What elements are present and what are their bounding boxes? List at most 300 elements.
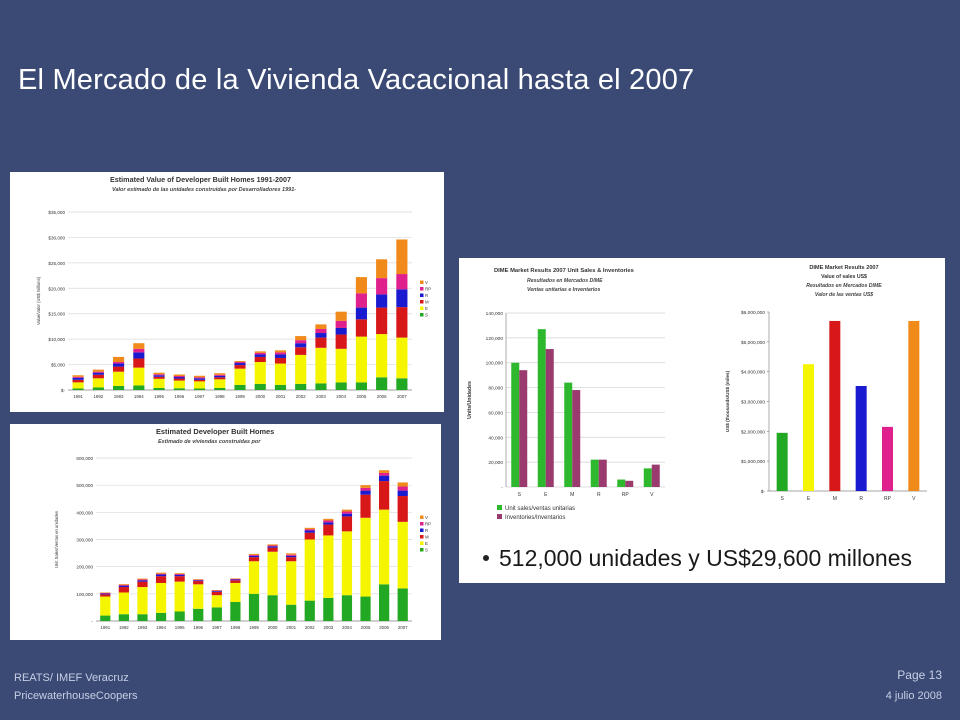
bar-segment-m xyxy=(93,375,104,379)
bar-segment-s xyxy=(376,377,387,390)
bar-unit-sales xyxy=(564,383,572,487)
legend-swatch-s xyxy=(420,313,424,317)
bar-segment-e xyxy=(93,378,104,387)
legend-label: E xyxy=(425,541,428,546)
bar-segment-m xyxy=(396,307,407,338)
bar-unit-sales xyxy=(617,480,625,487)
bar-segment-e xyxy=(194,381,205,388)
bar-segment-r xyxy=(174,377,185,379)
bar-segment-m xyxy=(133,358,144,367)
x-tick-label: 1992 xyxy=(118,625,129,630)
bar-segment-s xyxy=(295,384,306,390)
bar-segment-m xyxy=(323,525,333,536)
bar-segment-r xyxy=(356,308,367,320)
x-tick-label: 1991 xyxy=(73,394,84,399)
bar-segment-rp xyxy=(295,340,306,343)
y-tick-label: 600,000 xyxy=(76,456,93,461)
bar-segment-rp xyxy=(379,473,389,476)
legend-label: RP xyxy=(425,286,432,292)
y-tick-label: 200,000 xyxy=(76,564,93,570)
bar-segment-e xyxy=(267,552,277,595)
bar-segment-s xyxy=(249,594,259,621)
bar-value-e xyxy=(803,364,814,491)
bar-segment-e xyxy=(255,362,266,384)
y-tick-label: 300,000 xyxy=(76,537,93,543)
bar-segment-m xyxy=(342,516,352,531)
bar-segment-m xyxy=(379,481,389,510)
bar-segment-s xyxy=(212,607,222,621)
x-tick-label: 1996 xyxy=(193,625,204,630)
bar-segment-v xyxy=(336,312,347,321)
x-tick-label: 2007 xyxy=(397,625,408,630)
bar-segment-s xyxy=(193,609,203,621)
bar-segment-v xyxy=(137,579,147,580)
legend-label: R xyxy=(425,528,429,533)
bar-segment-v xyxy=(133,343,144,349)
legend-swatch-e xyxy=(420,307,424,311)
chart-title: Estimated Developer Built Homes xyxy=(156,427,275,436)
x-tick-label: 2006 xyxy=(376,394,387,399)
bar-segment-s xyxy=(133,385,144,390)
y-tick-label: $15,000 xyxy=(48,311,65,317)
bar-segment-v xyxy=(398,482,408,486)
bar-segment-s xyxy=(174,388,185,390)
legend-swatch-r xyxy=(420,294,424,298)
bar-segment-r xyxy=(396,289,407,307)
x-tick-label: 2003 xyxy=(316,394,326,399)
legend-label: Unit sales/ventas unitarias xyxy=(505,506,576,512)
bar-segment-r xyxy=(376,294,387,307)
bar-segment-rp xyxy=(255,353,266,355)
bar-segment-s xyxy=(323,598,333,621)
bar-segment-m xyxy=(100,594,110,596)
legend-swatch-v xyxy=(420,516,424,520)
bar-segment-r xyxy=(249,556,259,557)
bar-segment-v xyxy=(100,592,110,593)
bar-segment-m xyxy=(360,495,370,518)
bar-inventories xyxy=(572,390,580,487)
bar-segment-v xyxy=(113,357,124,362)
bar-segment-v xyxy=(193,579,203,580)
x-tick-label: S xyxy=(517,492,521,498)
bar-segment-e xyxy=(398,522,408,589)
chart-title: DIME Market Results 2007 xyxy=(809,265,879,271)
bar-segment-m xyxy=(336,335,347,349)
y-tick-label: 140,000 xyxy=(485,312,503,317)
bar-inventories xyxy=(599,460,607,487)
bar-segment-v xyxy=(295,336,306,340)
bar-segment-r xyxy=(315,333,326,338)
y-tick-label: 500,000 xyxy=(76,483,93,489)
bar-segment-s xyxy=(360,597,370,621)
y-tick-label: $25,000 xyxy=(48,260,65,266)
bar-segment-rp xyxy=(174,376,185,377)
bar-segment-v xyxy=(315,324,326,329)
bar-segment-v xyxy=(249,554,259,555)
x-tick-label: 1993 xyxy=(113,394,124,399)
footer-date: 4 julio 2008 xyxy=(885,690,942,702)
legend-label: V xyxy=(425,280,428,285)
bar-unit-sales xyxy=(591,460,599,487)
bar-segment-v xyxy=(396,239,407,274)
x-tick-label: 1994 xyxy=(133,394,144,399)
bar-segment-e xyxy=(73,382,84,388)
bar-segment-e xyxy=(133,368,144,386)
x-tick-label: 1992 xyxy=(93,394,104,399)
bar-segment-e xyxy=(137,587,147,614)
bar-segment-rp xyxy=(376,278,387,294)
bar-unit-sales xyxy=(644,468,652,487)
bar-segment-rp xyxy=(212,591,222,592)
y-tick-label: $2,000,000 xyxy=(740,430,765,436)
bar-segment-rp xyxy=(73,377,84,378)
bar-segment-s xyxy=(286,605,296,621)
bar-unit-sales xyxy=(538,329,546,487)
legend-swatch-v xyxy=(420,281,424,285)
bar-segment-r xyxy=(156,575,166,577)
legend-label: Inventories/Inventarios xyxy=(505,515,566,521)
bar-segment-m xyxy=(249,557,259,561)
bar-segment-rp xyxy=(100,593,110,594)
y-tick-label: $35,000 xyxy=(48,210,65,215)
y-tick-label: $5,000 xyxy=(50,362,65,368)
bar-segment-m xyxy=(137,582,147,587)
bar-segment-rp xyxy=(342,512,352,514)
bar-segment-s xyxy=(255,384,266,390)
y-tick-label: - xyxy=(501,486,503,491)
bar-segment-r xyxy=(119,586,129,587)
bar-segment-rp xyxy=(214,375,225,376)
bar-segment-v xyxy=(230,578,240,579)
chart-subtitle: Resultados en Mercados DIME xyxy=(806,283,882,289)
bar-segment-e xyxy=(113,372,124,386)
bar-segment-r xyxy=(137,580,147,581)
bar-segment-r xyxy=(295,343,306,347)
bar-segment-v xyxy=(286,553,296,554)
legend-label: S xyxy=(425,312,428,318)
bar-segment-v xyxy=(360,485,370,488)
bar-segment-s xyxy=(234,385,245,390)
bar-segment-rp xyxy=(360,488,370,491)
x-tick-label: 1999 xyxy=(249,625,259,630)
bar-segment-r xyxy=(214,376,225,378)
y-tick-label: 400,000 xyxy=(76,510,93,516)
bar-segment-m xyxy=(286,557,296,561)
bar-segment-m xyxy=(156,576,166,583)
y-tick-label: $30,000 xyxy=(48,235,65,241)
x-tick-label: S xyxy=(780,496,784,502)
bar-segment-r xyxy=(93,373,104,375)
x-tick-label: R xyxy=(596,492,601,498)
legend-swatch-inventories xyxy=(497,514,502,519)
bar-segment-rp xyxy=(113,362,124,364)
chart-subtitle: Estimado de viviendas construidas por xyxy=(158,439,261,445)
bar-segment-v xyxy=(255,351,266,353)
legend-label: M xyxy=(425,299,429,305)
bar-segment-rp xyxy=(119,585,129,586)
bar-segment-rp xyxy=(305,529,315,530)
bar-segment-r xyxy=(267,546,277,547)
x-tick-label: 2002 xyxy=(295,394,306,399)
highlight-text: 512,000 unidades y US$29,600 millones xyxy=(499,545,913,571)
bar-segment-e xyxy=(153,379,164,388)
bar-segment-v xyxy=(305,528,315,529)
bar-value-s xyxy=(777,433,788,491)
bar-segment-v xyxy=(267,544,277,545)
x-tick-label: 1998 xyxy=(214,394,225,399)
bar-segment-rp xyxy=(336,321,347,328)
bar-segment-v xyxy=(212,590,222,591)
chart-subtitle: Valor estimado de las unidades construidas por Desarrolladores 1991- xyxy=(112,187,297,193)
bar-segment-r xyxy=(255,354,266,357)
bar-segment-v xyxy=(174,374,185,376)
footer-organization: REATS/ IMEF Veracruz xyxy=(14,672,129,684)
bar-segment-r xyxy=(133,352,144,358)
bar-segment-r xyxy=(212,591,222,592)
y-tick-label: $10,000 xyxy=(48,337,65,343)
legend-label: M xyxy=(425,534,429,540)
x-tick-label: 2004 xyxy=(342,625,352,630)
x-tick-label: 2005 xyxy=(360,625,371,630)
x-tick-label: 2001 xyxy=(286,625,297,630)
x-tick-label: 2000 xyxy=(255,394,266,399)
bar-segment-s xyxy=(275,385,286,390)
bar-inventories xyxy=(625,481,633,487)
y-axis-label: Units/Unidades xyxy=(467,381,473,419)
bar-segment-v xyxy=(153,373,164,375)
y-tick-label: $- xyxy=(60,388,65,393)
x-tick-label: M xyxy=(832,496,837,502)
bar-segment-m xyxy=(193,581,203,584)
y-tick-label: $1,000,000 xyxy=(740,460,765,466)
x-tick-label: 2006 xyxy=(379,625,390,630)
bar-segment-m xyxy=(230,580,240,583)
bar-segment-s xyxy=(93,387,104,390)
x-tick-label: 1995 xyxy=(174,625,185,630)
bar-inventories xyxy=(546,349,554,487)
bar-segment-s xyxy=(137,614,147,621)
bar-segment-s xyxy=(214,388,225,390)
bar-segment-m xyxy=(255,357,266,362)
y-axis-label: Value/Valor (US$ millions) xyxy=(36,276,41,326)
bar-segment-s xyxy=(342,595,352,621)
x-tick-label: V xyxy=(650,492,654,498)
page-number: Page 13 xyxy=(897,668,942,682)
bar-segment-m xyxy=(305,533,315,540)
bar-segment-e xyxy=(156,583,166,613)
bar-segment-s xyxy=(156,613,166,621)
bar-segment-rp xyxy=(323,520,333,522)
bar-segment-s xyxy=(175,611,185,621)
bar-segment-r xyxy=(113,364,124,367)
bar-segment-s xyxy=(73,388,84,390)
bar-segment-s xyxy=(379,584,389,621)
x-tick-label: 1997 xyxy=(211,625,222,630)
bar-segment-m xyxy=(212,592,222,595)
legend-label: S xyxy=(425,547,428,553)
x-tick-label: 2003 xyxy=(323,625,334,630)
bar-segment-r xyxy=(193,580,203,581)
bar-segment-e xyxy=(360,518,370,597)
bar-inventories xyxy=(652,465,660,487)
bar-segment-s xyxy=(396,378,407,390)
y-tick-label: $6,000,000 xyxy=(740,311,765,316)
bar-segment-rp xyxy=(398,487,408,491)
bar-segment-v xyxy=(234,361,245,362)
bar-segment-s xyxy=(398,588,408,621)
bar-segment-r xyxy=(342,514,352,517)
bar-segment-e xyxy=(286,561,296,604)
bar-segment-rp xyxy=(230,579,240,580)
y-tick-label: 60,000 xyxy=(488,411,503,417)
bar-segment-m xyxy=(356,319,367,336)
y-axis-label: Unit Sales/Ventas en unidades xyxy=(54,510,59,569)
bar-segment-e xyxy=(234,369,245,385)
bar-segment-r xyxy=(379,476,389,481)
bar-segment-m xyxy=(398,496,408,522)
legend-swatch-m xyxy=(420,300,424,304)
bar-segment-r xyxy=(305,531,315,533)
x-tick-label: 2002 xyxy=(304,625,315,630)
footer-company: PricewaterhouseCoopers xyxy=(14,690,138,702)
bar-value-v xyxy=(908,321,919,491)
bar-segment-r xyxy=(100,594,110,595)
bar-segment-rp xyxy=(396,274,407,289)
bar-segment-v xyxy=(376,259,387,278)
bar-segment-rp xyxy=(315,329,326,333)
bar-segment-rp xyxy=(153,374,164,375)
y-tick-label: $20,000 xyxy=(48,286,65,292)
bar-segment-e xyxy=(230,583,240,602)
x-tick-label: E xyxy=(806,496,811,502)
units-chart-panel xyxy=(10,424,441,640)
x-tick-label: RP xyxy=(884,496,891,502)
bar-value-rp xyxy=(882,427,893,491)
bar-segment-v xyxy=(356,277,367,293)
bar-segment-e xyxy=(174,381,185,389)
y-tick-label: 120,000 xyxy=(485,336,503,342)
bar-segment-e xyxy=(336,349,347,383)
bar-unit-sales xyxy=(511,363,519,487)
value-chart-panel xyxy=(10,172,444,412)
bar-segment-s xyxy=(194,388,205,390)
bar-segment-e xyxy=(396,338,407,379)
bar-segment-v xyxy=(275,350,286,352)
bar-segment-s xyxy=(113,386,124,390)
legend-swatch-s xyxy=(420,548,424,552)
y-tick-label: 40,000 xyxy=(488,436,503,442)
y-tick-label: - xyxy=(91,619,93,624)
bar-segment-s xyxy=(315,383,326,390)
bar-segment-e xyxy=(100,597,110,616)
legend-swatch-e xyxy=(420,542,424,546)
bar-segment-rp xyxy=(137,579,147,580)
bar-segment-rp xyxy=(356,293,367,307)
x-tick-label: 1991 xyxy=(100,625,111,630)
x-tick-label: R xyxy=(859,496,863,502)
legend-swatch-rp xyxy=(420,287,424,291)
bar-segment-e xyxy=(214,379,225,388)
bar-segment-s xyxy=(305,601,315,621)
bar-segment-e xyxy=(342,531,352,595)
dime-results-charts xyxy=(459,258,945,583)
legend-label: R xyxy=(425,293,429,298)
legend-label: RP xyxy=(425,521,432,527)
x-tick-label: M xyxy=(570,492,575,498)
bar-segment-v xyxy=(342,510,352,512)
units-chart xyxy=(10,424,441,640)
bar-segment-e xyxy=(323,535,333,597)
bar-segment-r xyxy=(360,491,370,495)
legend-label: E xyxy=(425,306,428,311)
bar-segment-rp xyxy=(234,362,245,363)
x-tick-label: 2005 xyxy=(356,394,367,399)
bar-segment-e xyxy=(356,337,367,383)
bar-segment-r xyxy=(275,354,286,358)
x-tick-label: 1997 xyxy=(194,394,205,399)
bar-segment-r xyxy=(398,491,408,496)
bar-segment-m xyxy=(267,548,277,552)
bar-segment-m xyxy=(315,338,326,348)
bar-segment-r xyxy=(234,363,245,365)
bar-segment-rp xyxy=(275,352,286,354)
bar-segment-r xyxy=(175,575,185,576)
bar-segment-r xyxy=(194,378,205,380)
bar-segment-rp xyxy=(267,545,277,546)
x-tick-label: 1999 xyxy=(235,394,245,399)
bar-segment-e xyxy=(295,355,306,384)
bar-segment-r xyxy=(336,328,347,335)
bar-segment-rp xyxy=(194,377,205,378)
legend-swatch-rp xyxy=(420,522,424,526)
x-tick-label: E xyxy=(544,492,548,498)
y-tick-label: $5,000,000 xyxy=(740,340,765,346)
y-tick-label: 80,000 xyxy=(488,386,503,392)
bar-segment-r xyxy=(73,378,84,380)
bar-segment-e xyxy=(193,584,203,608)
bar-segment-s xyxy=(356,382,367,390)
bar-segment-rp xyxy=(286,555,296,556)
bar-segment-m xyxy=(234,365,245,369)
bar-segment-m xyxy=(194,380,205,382)
bar-segment-v xyxy=(323,519,333,521)
bar-segment-m xyxy=(175,576,185,581)
y-axis-label: US$ (thousands/US$ (miles) xyxy=(725,370,730,433)
bar-segment-m xyxy=(153,377,164,379)
bar-segment-s xyxy=(153,388,164,390)
bar-segment-rp xyxy=(93,372,104,373)
chart-title: Estimated Value of Developer Built Homes 1991-2007 xyxy=(110,175,291,184)
y-tick-label: 100,000 xyxy=(76,591,93,597)
x-tick-label: 2007 xyxy=(396,394,407,399)
bar-segment-r xyxy=(153,375,164,377)
bar-segment-e xyxy=(305,540,315,601)
bar-segment-e xyxy=(212,595,222,607)
legend-swatch-unit-sales xyxy=(497,505,502,510)
bar-segment-e xyxy=(175,582,185,612)
bar-segment-e xyxy=(275,364,286,385)
bar-segment-v xyxy=(194,376,205,378)
bar-segment-r xyxy=(286,556,296,557)
chart-subtitle: Ventas unitarias e Inventarios xyxy=(527,287,601,293)
bar-segment-v xyxy=(379,470,389,473)
bar-segment-v xyxy=(214,373,225,375)
value-chart xyxy=(10,172,444,412)
x-tick-label: RP xyxy=(621,492,629,498)
bar-segment-v xyxy=(156,573,166,574)
bar-segment-e xyxy=(379,510,389,585)
bar-segment-rp xyxy=(133,349,144,353)
